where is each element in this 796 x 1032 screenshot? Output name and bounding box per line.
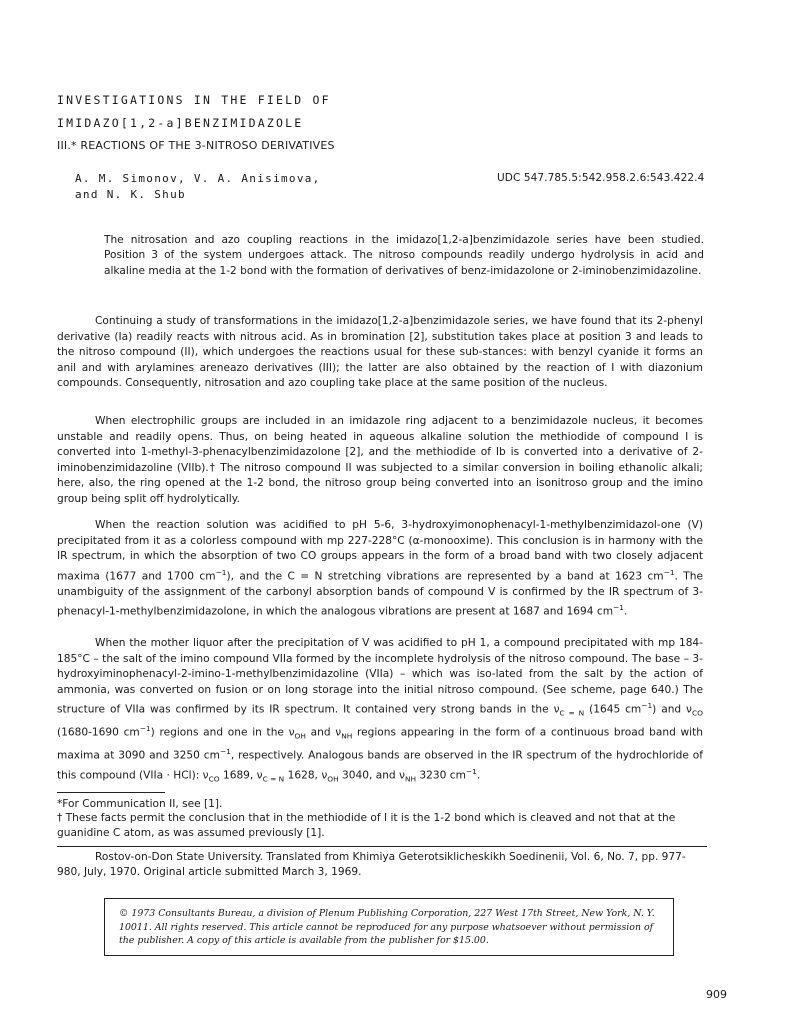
article-title-line-2: IMIDAZO[1,2-a]BENZIMIDAZOLE — [57, 116, 304, 130]
affiliation-note: Rostov-on-Don State University. Translated from Khimiya Geterotsiklicheskikh Soedinenii, Vol. 6, No. 7, pp. 977-980, July, 1970. Original article submitted March 3, 1969. — [57, 851, 686, 879]
p4-text-g: regions appearing in the form of a continuous broad band with maxima at 3090 and 3250 cm — [57, 726, 703, 762]
nu-symbol: ν — [288, 726, 295, 739]
p4-text-f: and — [305, 726, 336, 739]
p4-text-i: 1689, — [219, 769, 257, 782]
body-paragraph-4 — [57, 636, 703, 787]
oh-subscript: OH — [294, 731, 306, 741]
co-subscript: CO — [208, 774, 220, 784]
p3-text-a: When the reaction solution was acidified to pH 5-6, 3-hydroxyimonophenacyl-1-methylbenzimidazol-one (V) precipitated from it as a colorless compound with mp 227-228°C (α-monooxime). This conclusion is in harmony with the IR spectrum, in which the absorption of two CO groups appears in the form of a broad band with two closely adjacent maxima (1677 and 1700 cm — [57, 519, 703, 583]
nu-symbol: ν — [399, 769, 405, 782]
article-subtitle: III.* REACTIONS OF THE 3-NITROSO DERIVATIVES — [57, 139, 335, 152]
inverse-cm-superscript: −1 — [641, 701, 653, 710]
nh-subscript: NH — [341, 731, 353, 741]
body-paragraph-1: Continuing a study of transformations in the imidazo[1,2-a]benzimidazole series, we have found that its 2-phenyl derivative (Ia) readily reacts with nitrous acid. As in bromination [2], substitution takes place at position 3 and leads to the nitroso compound (II), which undergoes the reactions usual for these sub-stances: with benzyl cyanide it forms an anil and with arylamines areneazo derivatives (III); the latter are also obtained by the reaction of I with diazonium compounds. Consequently, nitrosation and azo coupling take place at the same position of the nucleus. — [57, 315, 703, 389]
p4-text-a: When the mother liquor after the precipitation of V was acidified to pH 1, a compound precipitated with mp 184-185°C – the salt of the imino compound VIIa formed by the incomplete hydrolysis of the nitroso compound. The base – 3-hydroxyiminophenacyl-2-imino-1-methylbenzimidazoline (VIIa) – which was iso-lated from the salt by the action of ammonia, was converted on fusion or on long storage into the initial nitroso compound. (See scheme, page 640.) The structure of VIIa was confirmed by its IR spectrum. It contained very strong bands in the — [57, 637, 703, 716]
footnote-divider — [57, 792, 165, 793]
p4-text-d: (1680-1690 cm — [57, 726, 140, 739]
udc-code: UDC 547.785.5:542.958.2.6:543.422.4 — [497, 172, 705, 184]
nu-symbol: ν — [686, 703, 692, 716]
p3-text-d: . — [623, 605, 628, 618]
authors-line-2: and N. K. Shub — [75, 188, 186, 201]
inverse-cm-superscript: −1 — [219, 747, 231, 757]
p4-text-b: (1645 cm — [584, 703, 642, 716]
p4-text-l: 3230 cm — [416, 769, 466, 782]
nu-symbol: ν — [553, 703, 560, 716]
copyright-box: © 1973 Consultants Bureau, a division of Plenum Publishing Corporation, 227 West 17th Street, New York, N. Y. 10011. All rights reserved. This article cannot be reproduced for any purpose whatsoever without permission of the publisher. A copy of this article is available from the publisher for $15.00. — [104, 898, 674, 956]
nu-symbol: ν — [321, 769, 328, 782]
p4-text-k: 3040, and — [338, 769, 400, 782]
oh-subscript: OH — [327, 774, 339, 784]
inverse-cm-superscript: −1 — [663, 567, 675, 577]
inverse-cm-superscript: −1 — [613, 603, 624, 613]
article-title-line-1: INVESTIGATIONS IN THE FIELD OF — [57, 93, 331, 107]
body-paragraph-2: When electrophilic groups are included in an imidazole ring adjacent to a benzimidazole nucleus, it becomes unstable and readily opens. Thus, on being heated in aqueous alkaline solution the methiodide of compound I is converted into 1-methyl-3-phenacylbenzimidazolone [2], and the methiodide of Ib is converted into a derivative of 2-iminobenzimidazoline (VIIb).† The nitroso compound II was subjected to a similar conversion in boiling ethanolic alkali; here, also, the ring opened at the 1-2 bond, the nitroso group being converted into an isonitroso group and the imino group being split off hydrolytically. — [57, 415, 703, 505]
nu-symbol: ν — [335, 726, 342, 739]
authors-line-1: A. M. Simonov, V. A. Anisimova, — [75, 172, 321, 185]
p4-text-m: . — [476, 769, 481, 782]
inverse-cm-superscript: −1 — [465, 767, 477, 777]
nu-symbol: ν — [256, 769, 263, 782]
body-paragraph-3 — [57, 518, 703, 620]
co-subscript: CO — [691, 708, 703, 718]
footnote-2: † These facts permit the conclusion that in the methiodide of I it is the 1-2 bond which is cleaved and not that at the guanidine C atom, as was assumed previously [1]. — [57, 812, 676, 840]
p4-text-e: ) regions and one in the — [150, 726, 289, 739]
cn-subscript: C = N — [262, 774, 285, 784]
inverse-cm-superscript: −1 — [215, 567, 227, 577]
nh-subscript: NH — [404, 774, 417, 784]
abstract: The nitrosation and azo coupling reactions in the imidazo[1,2-a]benzimidazole series have been studied. Position 3 of the system undergoes attack. The nitroso compounds readily undergo hydrolysis in acid and alkaline media at the 1-2 bond with the formation of derivatives of benz-imidazolone or 2-iminobenzimidazoline. — [104, 234, 704, 277]
cn-subscript: C = N — [559, 708, 585, 718]
footnote-1: *For Communication II, see [1]. — [57, 798, 223, 810]
p4-text-j: 1628, — [284, 769, 322, 782]
nu-symbol: ν — [202, 769, 209, 782]
inverse-cm-superscript: −1 — [139, 724, 151, 734]
page-number: 909 — [706, 988, 727, 1001]
p3-text-c: . The unambiguity of the assignment of the carbonyl absorption bands of compound V is confirmed by the IR spectrum of 3-phenacyl-1-methylbenzimidazolone, in which the analogous vibrations are present at 1687 and 1694 cm — [57, 570, 703, 618]
p3-text-b: ), and the C = N stretching vibrations are represented by a band at 1623 cm — [226, 570, 664, 583]
affiliation-divider — [57, 846, 707, 847]
p4-text-h: , respectively. Analogous bands are observed in the IR spectrum of the hydrochloride of this compound (VIIa · HCl): — [57, 749, 703, 782]
p4-text-c: ) and — [652, 703, 687, 716]
